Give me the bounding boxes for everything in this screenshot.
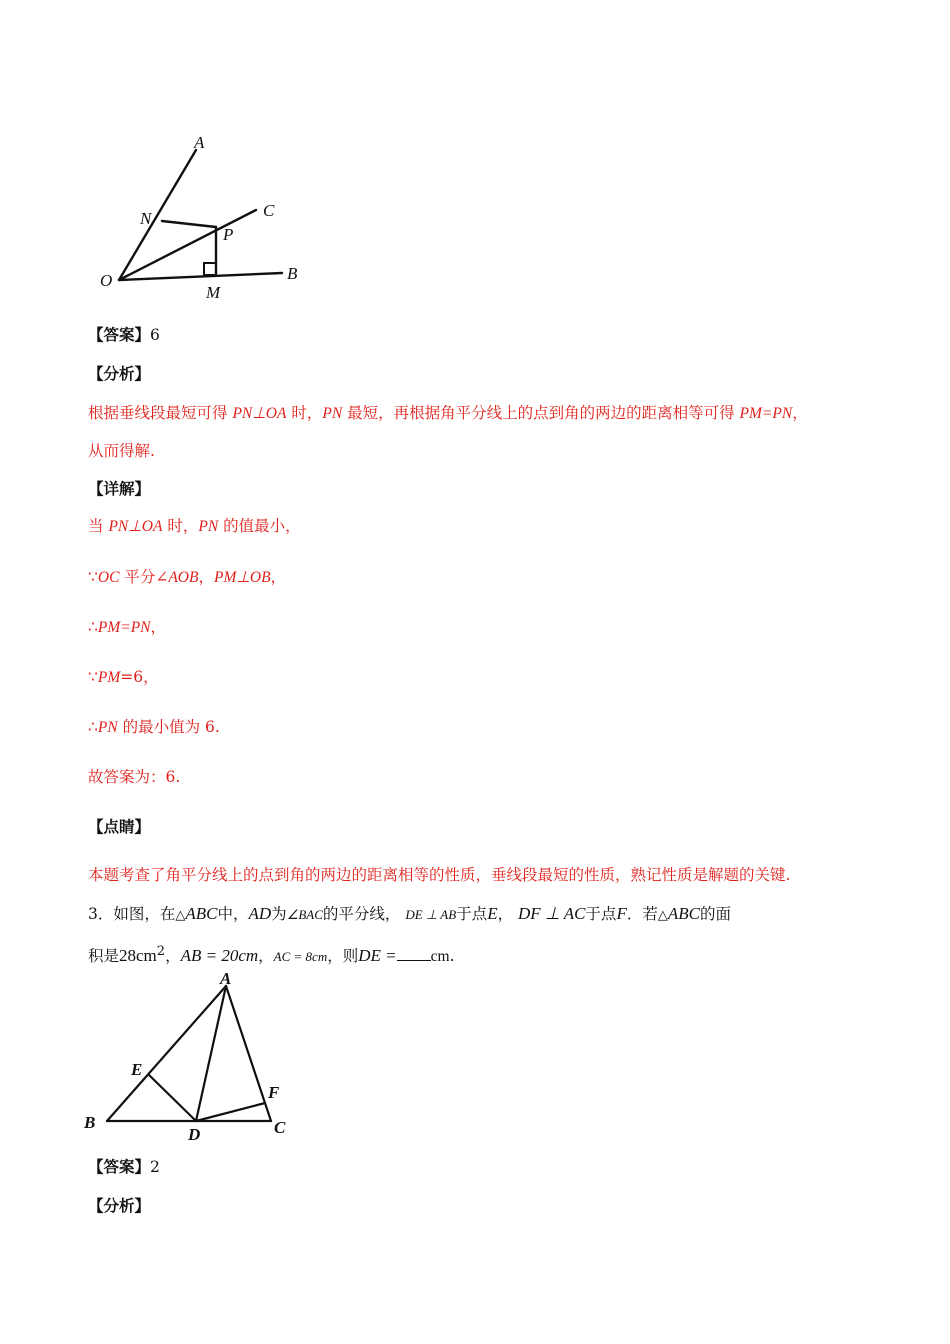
q2-detail-line2: ∵OC 平分∠AOB，PM⊥OB， (88, 568, 287, 586)
ray-ob (119, 273, 282, 280)
q2-detail-line1: 当 PN⊥OA 时，PN 的值最小， (88, 517, 301, 535)
q2-detail-tag: 【详解】 (88, 479, 151, 498)
q2-detail-line3: ∴PM=PN， (88, 618, 167, 636)
q2-analysis-tag: 【分析】 (88, 364, 151, 383)
label-a: A (194, 133, 205, 152)
segment-df (196, 1103, 265, 1121)
q3-analysis-tag: 【分析】 (88, 1196, 151, 1215)
label-c: C (263, 201, 275, 220)
q3-answer: 【答案】2 (88, 1157, 160, 1176)
segment-de (149, 1075, 196, 1121)
side-ab (107, 986, 226, 1121)
label-o: O (100, 271, 113, 290)
q2-analysis-line1: 根据垂线段最短可得 PN⊥OA 时，PN 最短，再根据角平分线上的点到角的两边的距离相等可得 PM=PN， (88, 404, 808, 422)
q2-comment: 本题考查了角平分线上的点到角的两边的距离相等的性质，垂线段最短的性质，熟记性质是解题的关键. (88, 866, 791, 884)
q2-analysis-line2: 从而得解. (88, 442, 155, 460)
q2-answer: 【答案】6 (88, 325, 160, 344)
answer-blank (397, 946, 431, 961)
q3-question-line1: 3．如图，在△ABC中，AD为∠BAC的平分线， DE ⊥ AB于点E， DF ⊥ AC于点F．若△ABC的面 (88, 904, 731, 923)
figure-angle-bisector (96, 128, 316, 303)
q2-detail-line5: ∴PN 的最小值为 6. (88, 718, 220, 736)
label-b: B (287, 264, 298, 283)
right-angle-mark (204, 263, 216, 275)
q3-question-line2: 积是$28cm^2$，AB = 20cm，AC = 8cm，则DE = cm. (88, 944, 455, 966)
q2-comment-tag: 【点睛】 (88, 817, 151, 836)
label-n: N (140, 209, 152, 228)
segment-pn (162, 221, 216, 227)
label-m: M (206, 283, 221, 302)
q2-detail-line6: 故答案为：6. (88, 768, 181, 786)
label-a: A (220, 970, 232, 988)
label-f: F (268, 1083, 280, 1102)
label-c: C (274, 1118, 286, 1137)
label-b: B (84, 1113, 96, 1132)
label-e: E (131, 1060, 143, 1079)
side-ac (226, 986, 271, 1121)
figure-triangle (80, 970, 300, 1140)
label-p: P (223, 225, 234, 244)
q2-detail-line4: ∵PM=6， (88, 668, 159, 686)
segment-ad (196, 986, 226, 1121)
label-d: D (188, 1125, 201, 1140)
